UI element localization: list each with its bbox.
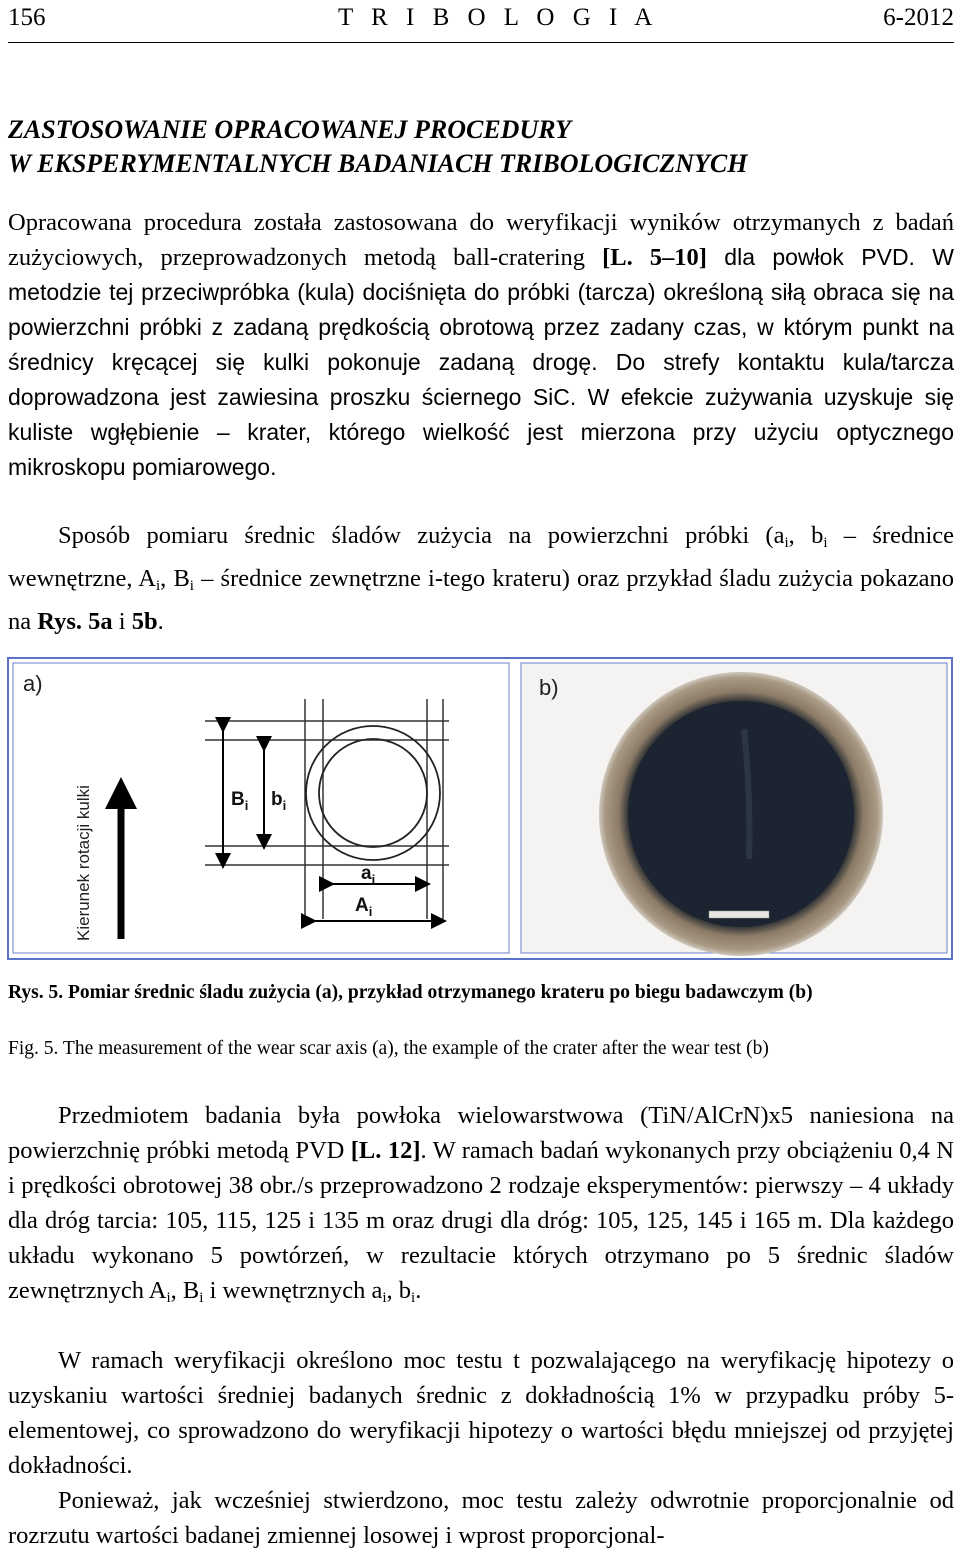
header-rule: [8, 42, 954, 43]
label-a: $a_i$: [361, 863, 376, 887]
figure-caption-pl: [8, 979, 954, 1007]
figure-5: [7, 657, 953, 960]
para2-text: .: [157, 608, 164, 635]
figure-graphic: [9, 659, 951, 958]
citation-ref: [L. 12]: [350, 1137, 421, 1164]
label-B: $B_i$: [231, 789, 249, 813]
para2-text: – średnice zewnętrzne i-tego krateru) oraz przykład śladu zużycia pokazano na: [8, 565, 954, 635]
panel-a-label: a): [23, 671, 43, 696]
crater-inner: [628, 701, 854, 927]
rotation-direction-label: Kierunek rotacji kulki: [74, 785, 93, 941]
para2-text: , b: [788, 522, 824, 549]
para1-text-a: Opracowana procedura została zastosowana do weryfikacji wyników otrzymanych z badań zużyciowych, przeprowadzonych metodą ball-cratering: [8, 209, 954, 271]
panel-b: [521, 663, 947, 956]
para1-ref: [L. 5–10]: [602, 244, 707, 271]
para3-text: . W ramach badań wykonanych przy obciążeniu 0,4 N i prędkości obrotowej 38 obr./s przeprowadzono 2 rodzaje eksperymentów: pierwszy – 4 układy dla dróg tarcia: 105, 115, 125 i 135 m oraz drugi dla dróg: 105, 125, 145 i 165 m. Dla każdego układu wykonano 5 powtórzeń, w rezultacie których otrzymano po 5 średnic śladów zewnętrznych A: [8, 1137, 954, 1304]
para3-text: .: [415, 1277, 422, 1304]
subscript: i: [823, 535, 828, 551]
scale-bar: [709, 911, 769, 918]
para3-text: , b: [386, 1277, 412, 1304]
paragraph-3: [8, 1098, 954, 1316]
subscript: i: [166, 1290, 171, 1306]
figure-ref: Rys. 5a: [37, 608, 113, 635]
para3-text: Przedmiotem badania była powłoka wielowarstwowa (TiN/AlCrN)x5 naniesiona na powierzchnię próbki metodą PVD: [8, 1102, 954, 1164]
para3-text: , B: [170, 1277, 200, 1304]
subscript: i: [199, 1290, 204, 1306]
figure-caption-en: Fig. 5. The measurement of the wear scar axis (a), the example of the crater after the wear test (b): [8, 1038, 769, 1059]
section-title-line2: W EKSPERYMENTALNYCH BADANIACH TRIBOLOGICZNYCH: [8, 149, 748, 178]
caption-text-pl: Pomiar średnic śladu zużycia (a), przykład otrzymanego krateru po biegu badawczym (b): [68, 982, 813, 1003]
caption-prefix: Rys. 5.: [8, 982, 64, 1003]
paragraph-4: [8, 1343, 954, 1483]
page-header: [8, 0, 954, 44]
figure-ref: 5b: [131, 608, 158, 635]
panel-a: [13, 663, 509, 953]
section-title: [8, 113, 747, 181]
para5-text: Ponieważ, jak wcześniej stwierdzono, moc testu zależy odwrotnie proporcjonalnie od rozrzutu wartości badanej zmiennej losowej i wprost proporcjonal-: [8, 1487, 954, 1549]
para3-text: i wewnętrznych a: [203, 1277, 383, 1304]
issue-number: 6-2012: [883, 4, 954, 31]
para2-text: – średnice wewnętrzne, A: [8, 522, 954, 592]
subscript: i: [784, 535, 789, 551]
paragraph-2: [8, 518, 954, 639]
paragraph-1: [8, 205, 954, 485]
para2-text: , B: [160, 565, 190, 592]
para2-text: i: [112, 608, 132, 635]
paragraph-5: [8, 1483, 954, 1553]
para1-text-b: dla powłok PVD. W metodzie tej przeciwpróbka (kula) dociśnięta do próbki (tarcza) określoną siłą obraca się na powierzchni próbki z zadaną prędkością obrotową przez zadany czas, w którym punkt na średnicy kręcącej się kulki pokonuje zadaną drogę. Do strefy kontaktu kula/tarcza doprowadzona jest zawiesina proszku ściernego SiC. W efekcie zużywania uzyskuje się kuliste wgłębienie – krater, którego wielkość jest mierzona przy użyciu optycznego mikroskopu pomiarowego.: [8, 244, 954, 480]
para4-text: W ramach weryfikacji określono moc testu t pozwalającego na weryfikację hipotezy o uzyskaniu wartości średniej badanych średnic z dokładnością 1% w przypadku próby 5-elementowej, co sprowadzono do weryfikacji hipotezy o wartości błędu mniejszej od przyjętej dokładności.: [8, 1347, 954, 1479]
journal-name: T R I B O L O G I A: [338, 4, 659, 31]
subscript: i: [411, 1290, 416, 1306]
page-number: 156: [8, 4, 46, 31]
para2-text: Sposób pomiaru średnic śladów zużycia na powierzchni próbki (a: [58, 522, 785, 549]
subscript: i: [155, 578, 161, 594]
section-title-line1: ZASTOSOWANIE OPRACOWANEJ PROCEDURY: [8, 115, 571, 144]
label-A: $A_i$: [355, 895, 373, 919]
subscript: i: [382, 1290, 387, 1306]
subscript: i: [189, 578, 194, 594]
label-b: $b_i$: [271, 789, 287, 813]
panel-b-label: b): [539, 675, 559, 700]
